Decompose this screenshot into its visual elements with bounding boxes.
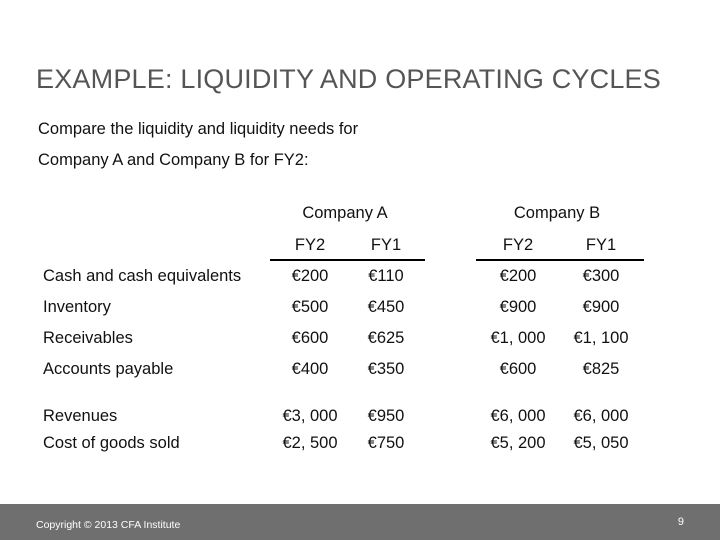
row-label: Accounts payable — [43, 360, 174, 378]
header-rule-a — [270, 259, 425, 261]
row-label: Receivables — [43, 329, 133, 347]
table-cell: €110 — [368, 267, 404, 285]
row-label: Revenues — [43, 407, 118, 425]
table-cell: €400 — [291, 360, 329, 378]
table-cell: €900 — [582, 298, 620, 316]
table-cell: €5, 200 — [490, 434, 546, 452]
table-cell: €2, 500 — [282, 434, 338, 452]
table-cell: €625 — [367, 329, 405, 347]
company-b-header: Company B — [513, 204, 601, 222]
year-header: FY1 — [370, 236, 402, 254]
table-cell: €200 — [291, 267, 329, 285]
table-cell: €600 — [499, 360, 537, 378]
page-number: 9 — [677, 516, 684, 528]
row-label: Cost of goods sold — [43, 434, 180, 452]
table-cell: €200 — [499, 267, 537, 285]
table-cell: €900 — [499, 298, 537, 316]
year-header: FY1 — [585, 236, 617, 254]
intro-line-2: Company A and Company B for FY2: — [38, 151, 309, 169]
table-cell: €1, 100 — [573, 329, 629, 347]
row-label: Cash and cash equivalents — [43, 267, 242, 285]
table-cell: €825 — [582, 360, 620, 378]
footer-bar — [0, 504, 720, 540]
table-cell: €3, 000 — [282, 407, 338, 425]
row-label: Inventory — [43, 298, 111, 316]
header-rule-b — [476, 259, 644, 261]
table-cell: €600 — [291, 329, 329, 347]
table-cell: €500 — [291, 298, 329, 316]
year-header: FY2 — [502, 236, 534, 254]
table-cell: €300 — [582, 267, 620, 285]
slide-title: EXAMPLE: LIQUIDITY AND OPERATING CYCLES — [36, 64, 661, 94]
table-cell: €350 — [367, 360, 405, 378]
table-cell: €1, 000 — [490, 329, 546, 347]
copyright-notice: Copyright © 2013 CFA Institute — [36, 519, 181, 531]
table-cell: €950 — [367, 407, 405, 425]
table-cell: €6, 000 — [573, 407, 629, 425]
intro-line-1: Compare the liquidity and liquidity needs for — [38, 120, 359, 138]
table-cell: €5, 050 — [573, 434, 629, 452]
year-header: FY2 — [294, 236, 326, 254]
table-cell: €6, 000 — [490, 407, 546, 425]
company-a-header: Company A — [302, 204, 388, 222]
table-cell: €750 — [367, 434, 405, 452]
table-cell: €450 — [367, 298, 405, 316]
